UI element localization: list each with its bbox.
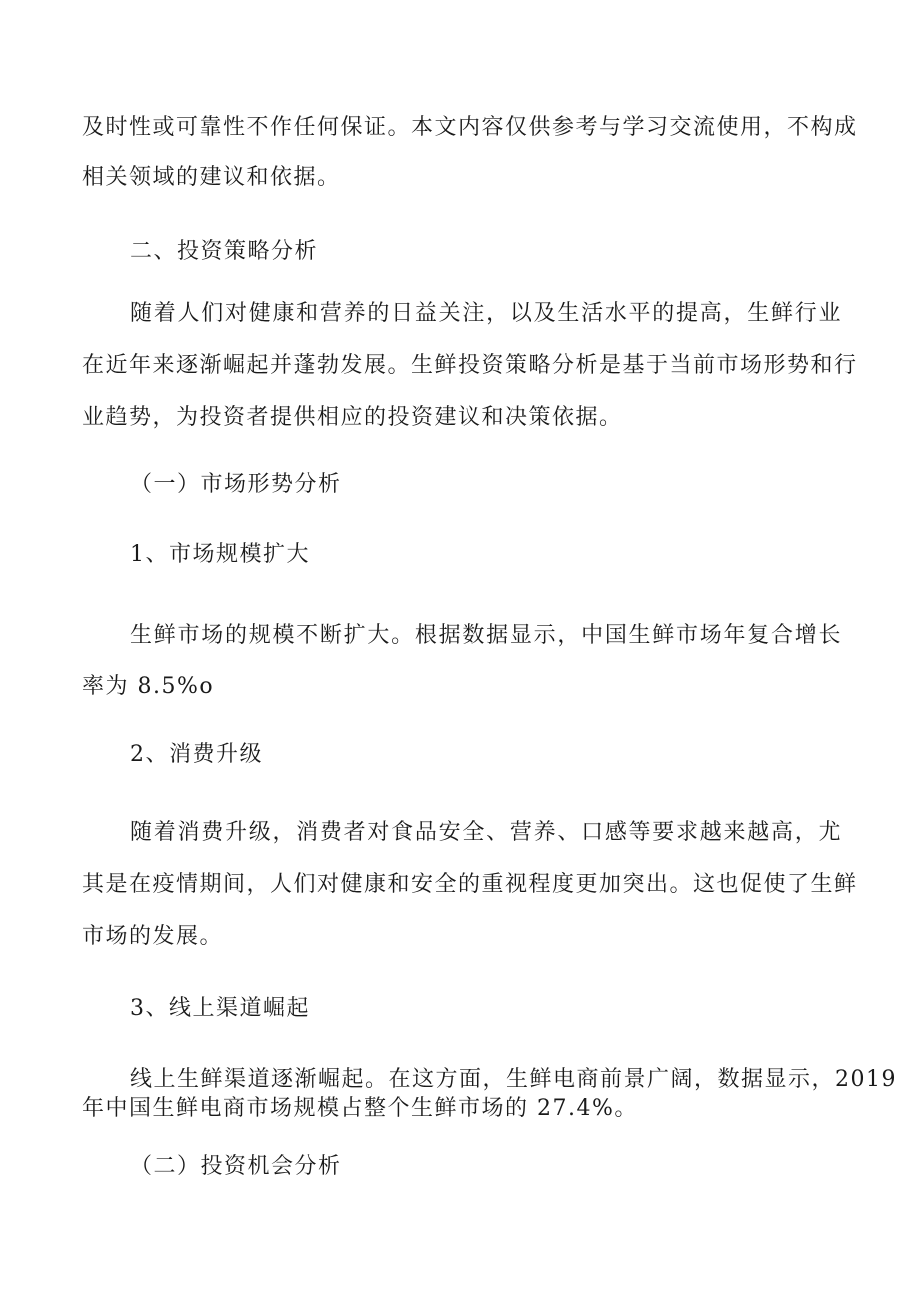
item-heading-consumption-upgrade: 2、消费升级 [130, 742, 263, 767]
paragraph-consumption-line-2: 其是在疫情期间，人们对健康和安全的重视程度更加突出。这也促使了生鲜 [82, 872, 858, 897]
paragraph-disclaimer-line-1: 及时性或可靠性不作任何保证。本文内容仅供参考与学习交流使用，不构成 [82, 115, 858, 140]
paragraph-intro-line-2: 在近年来逐渐崛起并蓬勃发展。生鲜投资策略分析是基于当前市场形势和行 [82, 353, 858, 378]
section-heading-investment-strategy: 二、投资策略分析 [130, 239, 319, 264]
paragraph-intro-line-3: 业趋势，为投资者提供相应的投资建议和决策依据。 [82, 405, 623, 430]
paragraph-disclaimer-line-2: 相关领域的建议和依据。 [82, 165, 341, 190]
subsection-heading-market-situation: （一）市场形势分析 [130, 472, 342, 497]
paragraph-intro-line-1: 随着人们对健康和营养的日益关注，以及生活水平的提高，生鲜行业 [130, 301, 842, 326]
subsection-heading-investment-opportunity: （二）投资机会分析 [130, 1154, 342, 1179]
paragraph-online-line-1: 线上生鲜渠道逐渐崛起。在这方面，生鲜电商前景广阔，数据显示，2019 [130, 1067, 897, 1092]
paragraph-online-line-2: 年中国生鲜电商市场规模占整个生鲜市场的 27.4%。 [82, 1096, 638, 1121]
item-heading-online-channels: 3、线上渠道崛起 [130, 996, 310, 1021]
paragraph-market-size-line-2: 率为 8.5%o [82, 674, 215, 699]
paragraph-consumption-line-3: 市场的发展。 [82, 924, 224, 949]
item-heading-market-expansion: 1、市场规模扩大 [130, 542, 310, 567]
paragraph-consumption-line-1: 随着消费升级，消费者对食品安全、营养、口感等要求越来越高，尤 [130, 820, 842, 845]
paragraph-market-size-line-1: 生鲜市场的规模不断扩大。根据数据显示，中国生鲜市场年复合增长 [130, 623, 842, 648]
